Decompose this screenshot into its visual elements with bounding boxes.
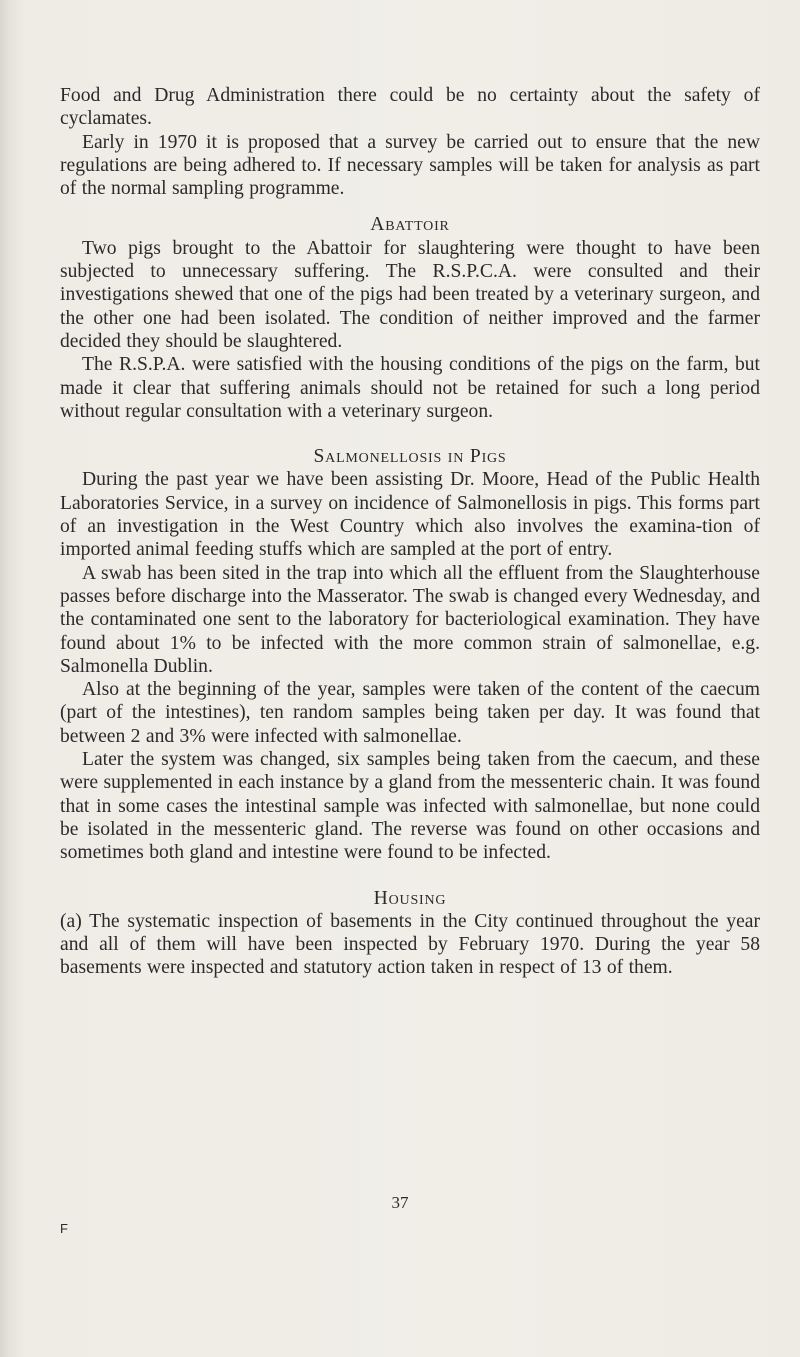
section-heading-salmonellosis: Salmonellosis in Pigs bbox=[313, 446, 507, 468]
page-number: 37 bbox=[391, 1193, 409, 1212]
section-heading-housing: Housing bbox=[373, 887, 447, 909]
paragraph: Food and Drug Administration there could be no certainty about the safety of cyclamates. bbox=[60, 85, 760, 130]
paragraph: A swab has been sited in the trap into which all the effluent from the Slaughterhouse passes before discharge into the Masserator. The swab is changed every Wednesday, and the contaminated one sent to the laboratory for bacteriological examination. They have found about 1% to be infected with the more common strain of salmonellae, e.g. Salmonella Dublin. bbox=[60, 562, 760, 677]
paragraph: Later the system was changed, six samples being taken from the caecum, and these were supplemented in each instance by a gland from the messenteric chain. It was found that in some cases the intestinal sample was infected with salmonellae, but none could be isolated in the messenteric gland. The reverse was found on other occasions and sometimes both gland and intestine were found to be infected. bbox=[60, 749, 760, 864]
paragraph: Also at the beginning of the year, samples were taken of the content of the caecum (part of the intestines), ten random samples being taken per day. It was found that between 2 and 3% were infected with salmonellae. bbox=[60, 679, 760, 747]
paragraph: (a) The systematic inspection of basements in the City continued throughout the year and all of them will have been inspected by February 1970. During the year 58 basements were inspected and statutory action taken in respect of 13 of them. bbox=[60, 910, 760, 979]
signature-mark: F bbox=[60, 1221, 68, 1236]
section-heading-abattoir: Abattoir bbox=[370, 214, 450, 236]
paragraph: During the past year we have been assisting Dr. Moore, Head of the Public Health Laboratories Service, in a survey on incidence of Salmonellosis in pigs. This forms part of an investigation in the West Country which also involves the examina-tion of imported animal feeding stuffs which are sampled at the port of entry. bbox=[60, 469, 760, 561]
paragraph: Two pigs brought to the Abattoir for slaughtering were thought to have been subjected to unnecessary suffering. The R.S.P.C.A. were consulted and their investigations shewed that one of the pigs had been treated by a veterinary surgeon, and the other one had been isolated. The condition of neither improved and the farmer decided they should be slaughtered. bbox=[60, 237, 760, 352]
page-body bbox=[60, 84, 760, 980]
paragraph: The R.S.P.A. were satisfied with the housing conditions of the pigs on the farm, but made it clear that suffering animals should not be retained for such a long period without regular consultation with a veterinary surgeon. bbox=[60, 354, 760, 422]
paragraph: Early in 1970 it is proposed that a survey be carried out to ensure that the new regulations are being adhered to. If necessary samples will be taken for analysis as part of the normal sampling programme. bbox=[60, 131, 760, 200]
